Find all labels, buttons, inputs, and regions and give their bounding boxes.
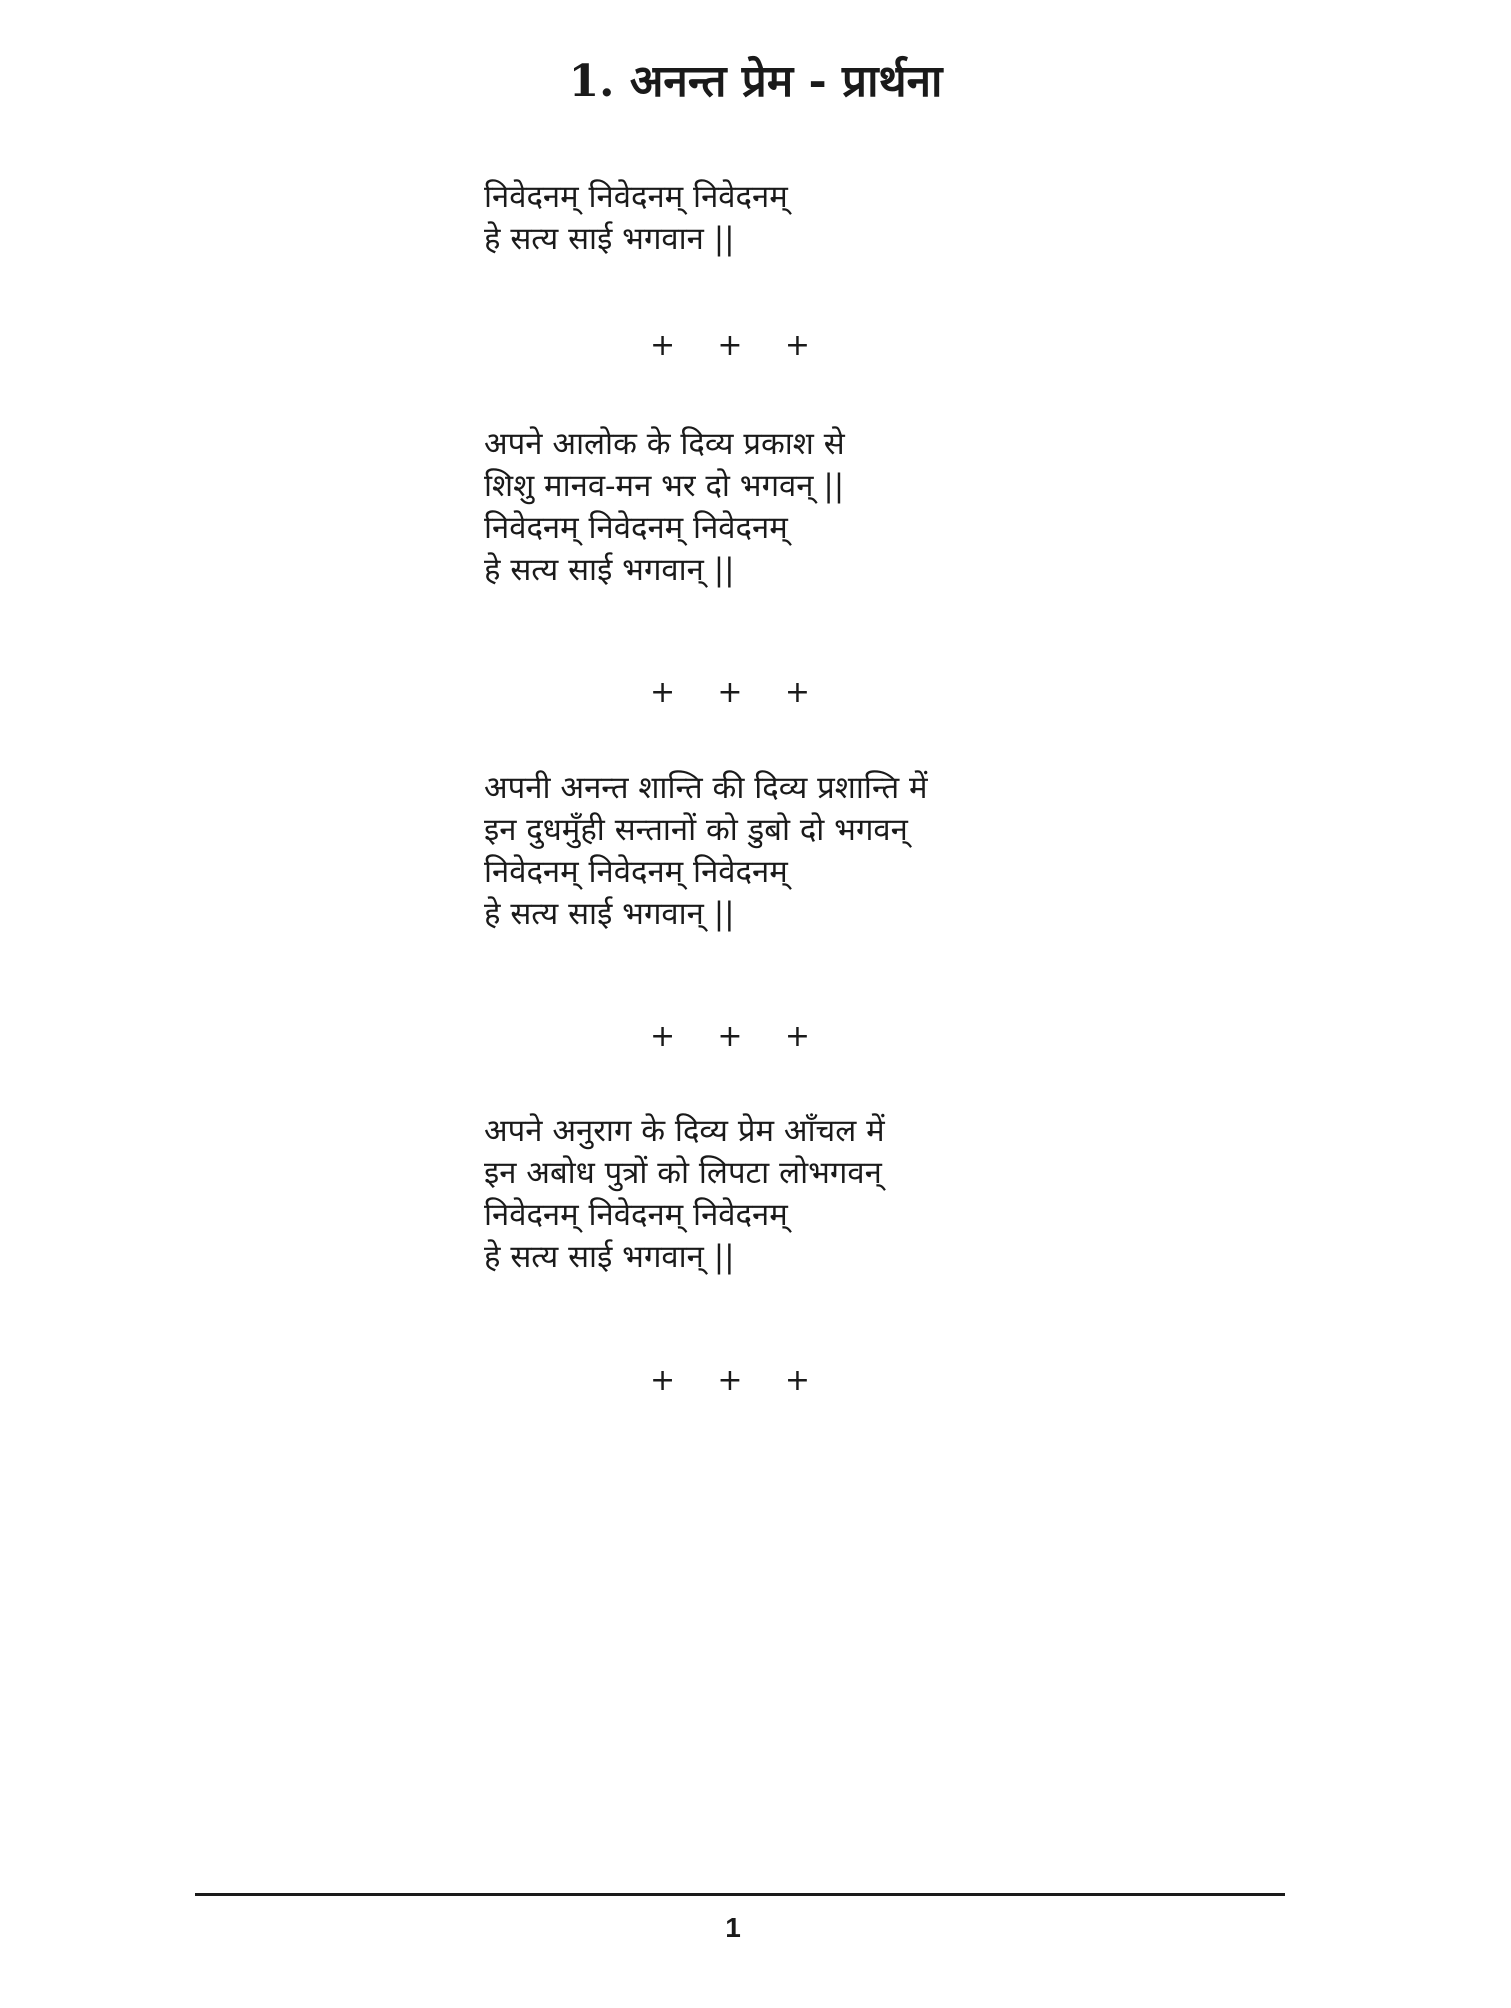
page-title: 1. अनन्त प्रेम - प्रार्थना	[568, 56, 943, 107]
page-number: 1	[725, 1912, 741, 1943]
stanza-1	[484, 176, 1044, 260]
separator-plus: +	[650, 675, 676, 710]
separator-plus: +	[717, 1363, 743, 1398]
separator-plus: +	[717, 675, 743, 710]
footer-divider	[195, 1893, 1285, 1896]
verse-line: निवेदनम् निवेदनम् निवेदनम्	[484, 854, 788, 890]
verse-line: अपने आलोक के दिव्य प्रकाश से	[484, 426, 845, 462]
verse-line: अपनी अनन्त शान्ति की दिव्य प्रशान्ति में	[484, 770, 928, 806]
verse-line: हे सत्य साई भगवान् ||	[484, 896, 735, 932]
separator-plus: +	[650, 328, 676, 363]
stanza-2	[484, 423, 1044, 591]
stanza-separator	[650, 1363, 810, 1399]
verse-line: इन दुधमुँही सन्तानों को डुबो दो भगवन्	[484, 812, 908, 848]
stanza-separator	[650, 675, 810, 711]
verse-line: हे सत्य साई भगवान ||	[484, 221, 735, 257]
verse-line: अपने अनुराग के दिव्य प्रेम आँचल में	[484, 1113, 885, 1149]
separator-plus: +	[650, 1019, 676, 1054]
separator-plus: +	[784, 1019, 810, 1054]
verse-line: इन अबोध पुत्रों को लिपटा लोभगवन्	[484, 1155, 882, 1191]
separator-plus: +	[784, 1363, 810, 1398]
verse-line: निवेदनम् निवेदनम् निवेदनम्	[484, 179, 788, 215]
verse-line: शिशु मानव-मन भर दो भगवन् ||	[484, 468, 845, 504]
separator-plus: +	[650, 1363, 676, 1398]
verse-line: हे सत्य साई भगवान् ||	[484, 1239, 735, 1275]
separator-plus: +	[784, 328, 810, 363]
verse-line: निवेदनम् निवेदनम् निवेदनम्	[484, 510, 788, 546]
stanza-4	[484, 1110, 1044, 1278]
separator-plus: +	[717, 1019, 743, 1054]
separator-plus: +	[717, 328, 743, 363]
verse-line: निवेदनम् निवेदनम् निवेदनम्	[484, 1197, 788, 1233]
verse-line: हे सत्य साई भगवान् ||	[484, 552, 735, 588]
separator-plus: +	[784, 675, 810, 710]
stanza-separator	[650, 328, 810, 364]
stanza-3	[484, 767, 1044, 935]
stanza-separator	[650, 1019, 810, 1055]
